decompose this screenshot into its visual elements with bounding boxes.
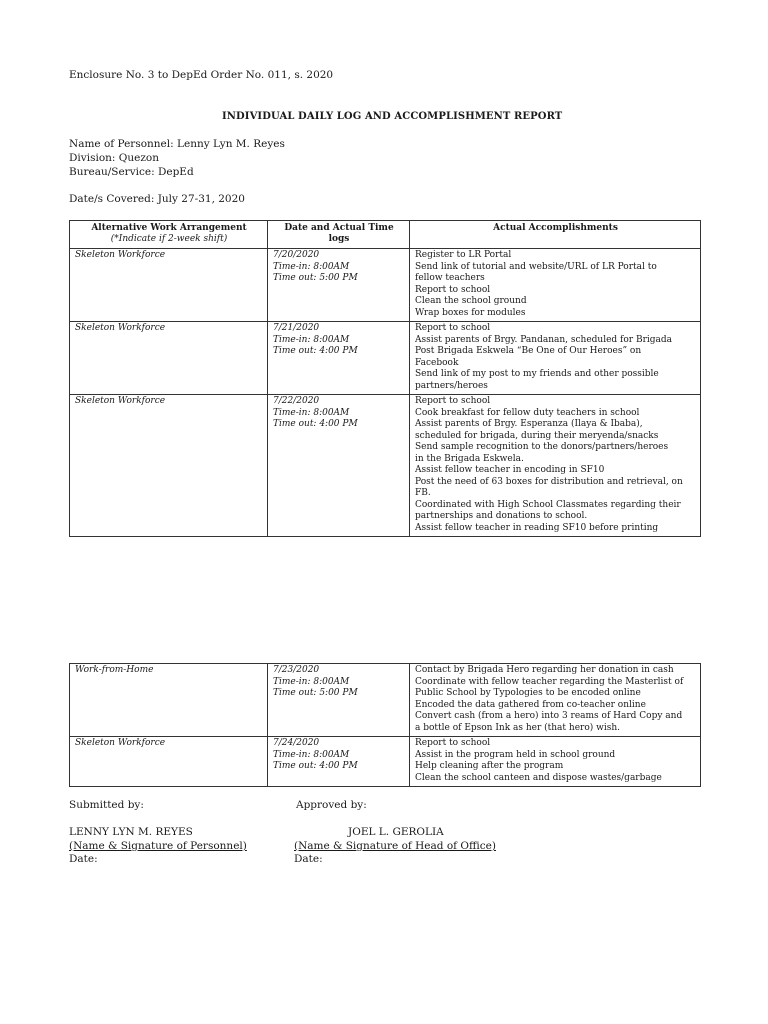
table-row <box>70 249 701 322</box>
date-time-cell <box>268 249 410 322</box>
header-arrangement-label: Alternative Work Arrangement <box>91 223 247 233</box>
date-time-cell <box>268 395 410 537</box>
accomplishment-line: Clean the school ground <box>415 296 527 306</box>
accomplishments-cell <box>410 395 701 537</box>
accomplishment-line: scheduled for brigada, during their meryenda/snacks <box>415 430 659 441</box>
table-header-row <box>70 221 701 249</box>
table-row <box>70 322 701 395</box>
date-time-cell <box>268 322 410 395</box>
header-date-time: Date and Actual Time logs <box>268 221 410 249</box>
accomplishment-line: Assist in the program held in school ground <box>415 749 616 760</box>
log-date: 7/22/2020 <box>273 396 320 406</box>
log-time-out: Time out: 4:00 PM <box>273 761 358 771</box>
log-time-out: Time out: 4:00 PM <box>273 346 358 356</box>
accomplishment-line: Assist parents of Brgy. Pandanan, scheduled for Brigada <box>415 334 673 345</box>
accomplishment-line: in the Brigada Eskwela. <box>415 453 524 464</box>
arrangement-text: Skeleton Workforce <box>75 250 166 260</box>
accomplishments-cell <box>410 664 701 737</box>
accomplishment-line: Clean the school canteen and dispose wastes/garbage <box>415 772 662 783</box>
table-row <box>70 395 701 537</box>
accomplishment-line: Contact by Brigada Hero regarding her donation in cash <box>415 665 674 675</box>
arrangement-text: Skeleton Workforce <box>75 738 166 748</box>
accomplishment-line: Public School by Typologies to be encoded online <box>415 688 641 698</box>
accomplishment-line: Report to school <box>415 396 491 406</box>
log-time-in: Time-in: 8:00AM <box>273 749 350 760</box>
arrangement-cell <box>70 249 268 322</box>
accomplishment-line: Wrap boxes for modules <box>415 307 526 318</box>
head-signature-caption: (Name & Signature of Head of Office) <box>294 840 496 852</box>
personnel-division: Division: Quezon <box>69 152 159 164</box>
accomplishment-line: Report to school <box>415 323 491 333</box>
arrangement-cell <box>70 395 268 537</box>
accomplishment-line: Post the need of 63 boxes for distribution and retrieval, on <box>415 476 683 487</box>
log-time-out: Time out: 5:00 PM <box>273 688 358 698</box>
head-signature-name: JOEL L. GEROLIA <box>348 826 444 838</box>
table-row <box>70 737 701 787</box>
accomplishment-line: partners/heroes <box>415 380 488 391</box>
accomplishment-line: Send sample recognition to the donors/partners/heroes <box>415 442 669 452</box>
personnel-name: Name of Personnel: Lenny Lyn M. Reyes <box>69 138 285 150</box>
accomplishment-line: partnerships and donations to school. <box>415 511 588 521</box>
arrangement-cell <box>70 322 268 395</box>
submitted-by-label: Submitted by: <box>69 799 144 811</box>
accomplishments-cell <box>410 737 701 787</box>
accomplishment-line: Coordinated with High School Classmates regarding their <box>415 499 681 510</box>
accomplishment-line: Register to LR Portal <box>415 250 512 260</box>
accomplishment-line: Assist parents of Brgy. Esperanza (Ilaya & Ibaba), <box>415 419 643 429</box>
log-table-page1 <box>69 220 701 537</box>
header-accomplishments: Actual Accomplishments <box>410 221 701 249</box>
arrangement-text: Skeleton Workforce <box>75 323 166 333</box>
log-time-in: Time-in: 8:00AM <box>273 676 350 687</box>
log-time-in: Time-in: 8:00AM <box>273 334 350 345</box>
head-date-label: Date: <box>294 853 323 865</box>
accomplishment-line: Coordinate with fellow teacher regarding the Masterlist of <box>415 676 684 687</box>
arrangement-cell <box>70 664 268 737</box>
accomplishment-line: Convert cash (from a hero) into 3 reams of Hard Copy and <box>415 711 683 721</box>
log-date: 7/21/2020 <box>273 323 320 333</box>
personnel-signature-name: LENNY LYN M. REYES <box>69 826 193 838</box>
accomplishment-line: FB. <box>415 488 431 498</box>
accomplishment-line: Post Brigada Eskwela “Be One of Our Heroes” on <box>415 346 642 356</box>
table-row <box>70 664 701 737</box>
dates-covered: Date/s Covered: July 27-31, 2020 <box>69 193 245 205</box>
arrangement-cell <box>70 737 268 787</box>
document-title: INDIVIDUAL DAILY LOG AND ACCOMPLISHMENT REPORT <box>222 111 563 122</box>
accomplishment-line: Help cleaning after the program <box>415 761 564 771</box>
log-date: 7/24/2020 <box>273 738 320 748</box>
accomplishment-line: Assist fellow teacher in reading SF10 before printing <box>415 522 659 533</box>
accomplishment-line: Report to school <box>415 284 491 295</box>
accomplishment-line: Assist fellow teacher in encoding in SF10 <box>415 465 605 475</box>
log-time-out: Time out: 5:00 PM <box>273 273 358 283</box>
accomplishment-line: Send link of my post to my friends and other possible <box>415 369 659 379</box>
accomplishments-cell <box>410 249 701 322</box>
personnel-date-label: Date: <box>69 853 98 865</box>
accomplishment-line: Send link of tutorial and website/URL of LR Portal to <box>415 261 657 272</box>
personnel-signature-caption: (Name & Signature of Personnel) <box>69 840 247 852</box>
approved-by-label: Approved by: <box>296 799 367 811</box>
accomplishment-line: a bottle of Epson Ink as her (that hero) wish. <box>415 722 620 733</box>
log-time-out: Time out: 4:00 PM <box>273 419 358 429</box>
log-time-in: Time-in: 8:00AM <box>273 407 350 418</box>
accomplishment-line: Report to school <box>415 738 491 748</box>
accomplishment-line: Cook breakfast for fellow duty teachers in school <box>415 407 640 418</box>
accomplishment-line: fellow teachers <box>415 273 485 283</box>
date-time-cell <box>268 664 410 737</box>
personnel-bureau: Bureau/Service: DepEd <box>69 166 194 178</box>
log-time-in: Time-in: 8:00AM <box>273 261 350 272</box>
date-time-cell <box>268 737 410 787</box>
log-table-page2 <box>69 663 701 787</box>
accomplishment-line: Facebook <box>415 357 459 368</box>
header-arrangement-note: (*Indicate if 2-week shift) <box>110 234 228 244</box>
accomplishment-line: Encoded the data gathered from co-teacher online <box>415 699 646 710</box>
accomplishments-cell <box>410 322 701 395</box>
arrangement-text: Work-from-Home <box>75 665 154 675</box>
log-date: 7/23/2020 <box>273 665 320 675</box>
enclosure-note: Enclosure No. 3 to DepEd Order No. 011, s. 2020 <box>69 69 334 81</box>
log-date: 7/20/2020 <box>273 250 320 260</box>
header-arrangement <box>70 221 268 249</box>
arrangement-text: Skeleton Workforce <box>75 396 166 406</box>
